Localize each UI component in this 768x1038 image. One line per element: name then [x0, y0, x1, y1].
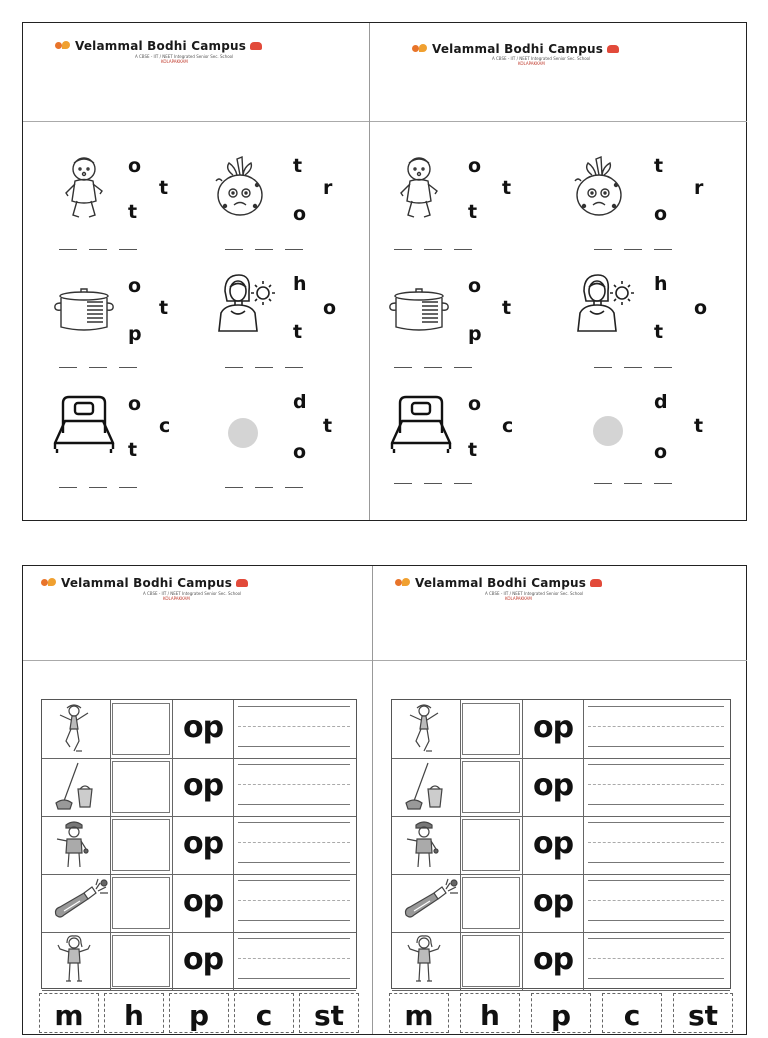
answer-blank[interactable]	[594, 483, 612, 484]
word-ending: op	[172, 932, 234, 990]
jumbled-letter: t	[159, 177, 169, 199]
op-word-grid	[391, 699, 731, 989]
school-subtitle: A CBSE - IIT / NEET Integrated Senior Sec. School	[485, 591, 584, 596]
answer-blank[interactable]	[454, 249, 472, 250]
answer-blank[interactable]	[59, 367, 77, 368]
missing-letter-box[interactable]	[462, 703, 520, 755]
answer-blank[interactable]	[225, 367, 243, 368]
op-right-copy	[373, 566, 747, 1034]
school-subtitle: A CBSE - IIT / NEET Integrated Senior Sec. School	[492, 56, 591, 61]
school-name: Velammal Bodhi Campus	[432, 42, 604, 56]
stopping-girl-icon	[42, 932, 111, 990]
word-ending: op	[522, 700, 584, 758]
letter-tile[interactable]: m	[389, 993, 449, 1033]
mop-bucket-icon	[42, 758, 111, 816]
mop-bucket-icon	[392, 758, 461, 816]
answer-blank[interactable]	[285, 249, 303, 250]
word-ending: op	[522, 932, 584, 990]
word-ending: op	[172, 816, 234, 874]
letter-tile[interactable]: p	[169, 993, 229, 1033]
school-emblem-icon	[41, 578, 57, 588]
jumbled-letter: t	[468, 439, 478, 461]
answer-blank[interactable]	[255, 249, 273, 250]
op-row	[392, 758, 730, 817]
school-name: Velammal Bodhi Campus	[415, 576, 587, 590]
answer-blank[interactable]	[119, 249, 137, 250]
answer-blank[interactable]	[624, 367, 642, 368]
handwriting-lines[interactable]	[234, 700, 354, 758]
jumbled-letter: o	[128, 275, 142, 297]
jumbled-letter: t	[468, 201, 478, 223]
jumbled-letter: c	[502, 415, 514, 437]
bed-icon	[390, 393, 452, 459]
missing-letter-box[interactable]	[462, 935, 520, 987]
answer-blank[interactable]	[119, 367, 137, 368]
jumbled-letter: o	[468, 275, 482, 297]
jumbled-letter: t	[502, 177, 512, 199]
jumbled-letter: t	[654, 321, 664, 343]
jumbled-letter: o	[128, 393, 142, 415]
missing-letter-box[interactable]	[112, 935, 170, 987]
missing-letter-box[interactable]	[462, 877, 520, 929]
handwriting-lines[interactable]	[234, 816, 354, 874]
school-logo	[55, 39, 262, 53]
jumbled-letter: d	[654, 391, 668, 413]
policeman-icon	[392, 816, 461, 874]
word-ending: op	[522, 816, 584, 874]
missing-letter-box[interactable]	[112, 761, 170, 813]
answer-blank[interactable]	[454, 483, 472, 484]
jumbled-letter: t	[654, 155, 664, 177]
op-row	[392, 932, 730, 991]
jumbled-letter: o	[468, 393, 482, 415]
hot-sun-person-icon	[215, 271, 275, 337]
jumbled-letter: t	[128, 201, 138, 223]
letter-tile[interactable]: p	[531, 993, 591, 1033]
school-logo	[41, 576, 248, 590]
answer-blank[interactable]	[285, 367, 303, 368]
answer-blank[interactable]	[594, 367, 612, 368]
jumbled-letter: t	[293, 155, 303, 177]
badge-icon	[250, 42, 262, 50]
op-row	[392, 700, 730, 759]
answer-blank[interactable]	[654, 249, 672, 250]
school-location: KOLAPAKKAM	[163, 596, 190, 601]
school-logo	[395, 576, 602, 590]
school-emblem-icon	[395, 578, 411, 588]
jumbled-left-copy	[23, 23, 369, 520]
missing-letter-box[interactable]	[112, 877, 170, 929]
letter-tile[interactable]: h	[104, 993, 164, 1033]
answer-blank[interactable]	[89, 367, 107, 368]
jumbled-letter: t	[502, 297, 512, 319]
answer-blank[interactable]	[119, 487, 137, 488]
word-ending: op	[172, 700, 234, 758]
badge-icon	[590, 579, 602, 587]
worksheet-jumbled-words	[22, 22, 747, 521]
missing-letter-box[interactable]	[462, 819, 520, 871]
op-row	[42, 758, 356, 817]
op-word-grid	[41, 699, 357, 989]
jumbled-letter: h	[654, 273, 668, 295]
letter-tile[interactable]: c	[602, 993, 662, 1033]
jumbled-letter: r	[323, 177, 333, 199]
hot-sun-person-icon	[574, 271, 634, 337]
letter-tiles	[389, 993, 733, 1033]
answer-blank[interactable]	[225, 249, 243, 250]
answer-blank[interactable]	[255, 487, 273, 488]
header-area	[23, 566, 372, 661]
answer-blank[interactable]	[624, 249, 642, 250]
school-location: KOLAPAKKAM	[505, 596, 532, 601]
answer-blank[interactable]	[285, 487, 303, 488]
answer-blank[interactable]	[424, 483, 442, 484]
answer-blank[interactable]	[424, 367, 442, 368]
handwriting-lines[interactable]	[584, 874, 728, 932]
cooking-pot-icon	[388, 285, 450, 339]
answer-blank[interactable]	[654, 367, 672, 368]
baby-icon	[394, 153, 444, 227]
jumbled-letter: o	[128, 155, 142, 177]
rotten-fruit-icon	[570, 151, 626, 225]
school-subtitle: A CBSE - IIT / NEET Integrated Senior Sec. School	[143, 591, 242, 596]
header-area	[370, 23, 747, 122]
jumbled-letter: r	[694, 177, 704, 199]
word-ending: op	[172, 874, 234, 932]
jumbled-letter: d	[293, 391, 307, 413]
header-area	[373, 566, 747, 661]
letter-tile[interactable]: m	[39, 993, 99, 1033]
school-name: Velammal Bodhi Campus	[61, 576, 233, 590]
policeman-icon	[42, 816, 111, 874]
letter-tile[interactable]: st	[299, 993, 359, 1033]
answer-blank[interactable]	[89, 487, 107, 488]
op-row	[42, 932, 356, 991]
school-location: KOLAPAKKAM	[161, 59, 188, 64]
handwriting-lines[interactable]	[584, 758, 728, 816]
answer-blank[interactable]	[59, 249, 77, 250]
badge-icon	[236, 579, 248, 587]
badge-icon	[607, 45, 619, 53]
answer-blank[interactable]	[59, 487, 77, 488]
school-emblem-icon	[412, 44, 428, 54]
letter-tile[interactable]: st	[673, 993, 733, 1033]
letter-tiles	[39, 993, 359, 1033]
jumbled-letter: t	[323, 415, 333, 437]
missing-letter-box[interactable]	[112, 703, 170, 755]
word-ending: op	[522, 874, 584, 932]
jumbled-letter: h	[293, 273, 307, 295]
popping-bottle-icon	[42, 874, 111, 932]
school-subtitle: A CBSE - IIT / NEET Integrated Senior Sec. School	[135, 54, 234, 59]
handwriting-lines[interactable]	[234, 874, 354, 932]
op-left-copy	[23, 566, 372, 1034]
jumbled-letter: t	[694, 415, 704, 437]
letter-tile[interactable]: c	[234, 993, 294, 1033]
school-logo	[412, 42, 619, 56]
jumbled-letter: t	[128, 439, 138, 461]
header-area	[23, 23, 369, 122]
jumbled-letter: o	[323, 297, 337, 319]
popping-bottle-icon	[392, 874, 461, 932]
jumbled-letter: o	[293, 441, 307, 463]
answer-blank[interactable]	[394, 249, 412, 250]
letter-tile[interactable]: h	[460, 993, 520, 1033]
worksheet-op-family	[22, 565, 747, 1035]
answer-blank[interactable]	[594, 249, 612, 250]
handwriting-lines[interactable]	[234, 758, 354, 816]
baby-icon	[59, 153, 109, 227]
answer-blank[interactable]	[654, 483, 672, 484]
stopping-girl-icon	[392, 932, 461, 990]
answer-blank[interactable]	[255, 367, 273, 368]
answer-blank[interactable]	[225, 487, 243, 488]
jumbled-letter: o	[293, 203, 307, 225]
jumbled-letter: o	[694, 297, 708, 319]
answer-blank[interactable]	[454, 367, 472, 368]
op-row	[42, 874, 356, 933]
jumbled-letter: t	[159, 297, 169, 319]
jumbled-letter: o	[654, 203, 668, 225]
cooking-pot-icon	[53, 285, 115, 339]
jumbled-letter: o	[468, 155, 482, 177]
handwriting-lines[interactable]	[584, 932, 728, 990]
handwriting-lines[interactable]	[584, 816, 728, 874]
op-row	[392, 816, 730, 875]
missing-letter-box[interactable]	[462, 761, 520, 813]
answer-blank[interactable]	[624, 483, 642, 484]
school-name: Velammal Bodhi Campus	[75, 39, 247, 53]
mopping-person-icon	[392, 700, 461, 758]
op-row	[42, 816, 356, 875]
answer-blank[interactable]	[89, 249, 107, 250]
word-ending: op	[522, 758, 584, 816]
jumbled-letter: o	[654, 441, 668, 463]
rotten-fruit-icon	[211, 151, 267, 225]
school-location: KOLAPAKKAM	[518, 61, 545, 66]
mopping-person-icon	[42, 700, 111, 758]
op-row	[392, 874, 730, 933]
jumbled-letter: p	[468, 323, 482, 345]
jumbled-letter: c	[159, 415, 171, 437]
handwriting-lines[interactable]	[234, 932, 354, 990]
jumbled-letter: p	[128, 323, 142, 345]
school-emblem-icon	[55, 41, 71, 51]
bed-icon	[53, 393, 115, 459]
answer-blank[interactable]	[394, 367, 412, 368]
op-row	[42, 700, 356, 759]
jumbled-right-copy	[370, 23, 747, 520]
dot-icon	[590, 413, 626, 453]
jumbled-letter: t	[293, 321, 303, 343]
answer-blank[interactable]	[424, 249, 442, 250]
dot-icon	[225, 415, 261, 455]
answer-blank[interactable]	[394, 483, 412, 484]
missing-letter-box[interactable]	[112, 819, 170, 871]
handwriting-lines[interactable]	[584, 700, 728, 758]
word-ending: op	[172, 758, 234, 816]
